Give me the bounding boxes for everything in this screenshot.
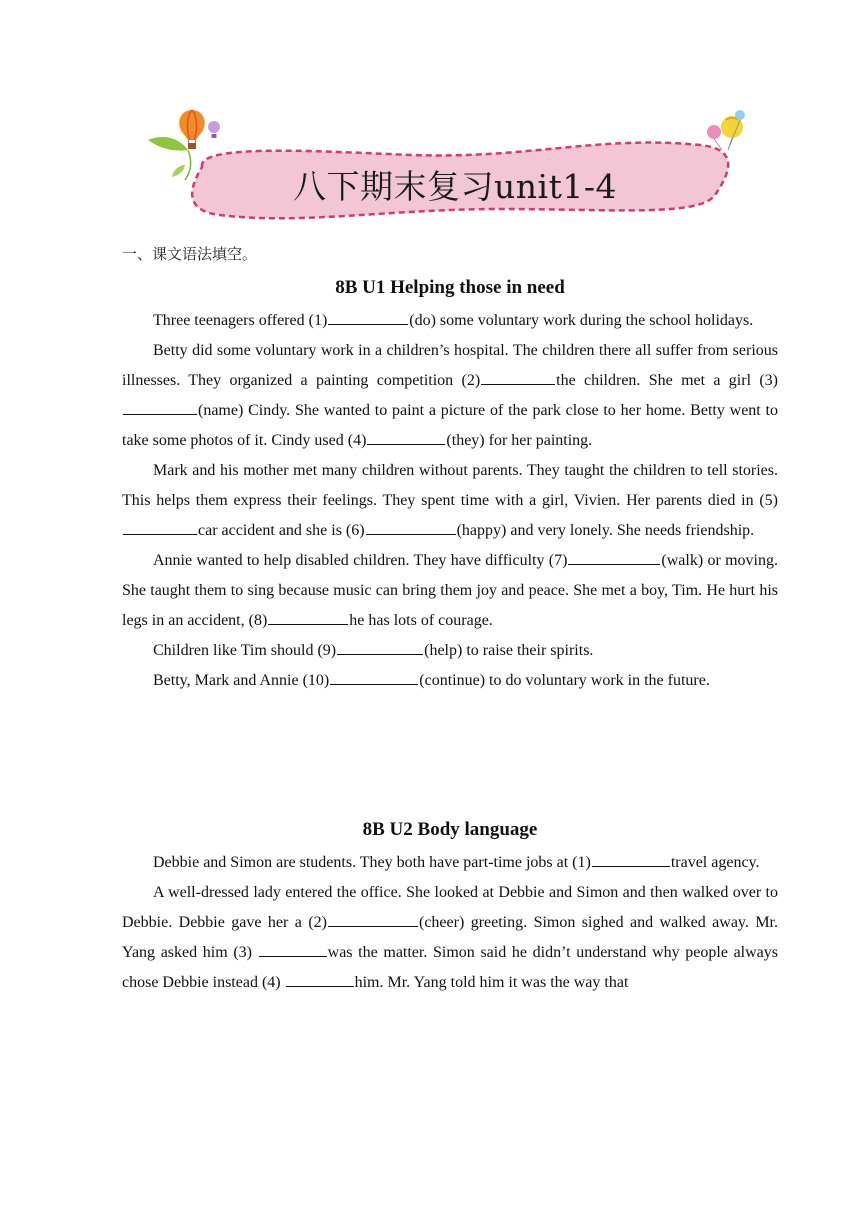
passage-text: Mark and his mother met many children without parents. They taught the children to tell stories. This helps them express their feelings. They spent time with a girl, Vivien. Her parents died in (5) <box>122 462 778 509</box>
passage-text: Betty, Mark and Annie (10) <box>153 672 330 689</box>
passage-text: (do) some voluntary work during the school holidays. <box>409 312 754 329</box>
small-balloon-icon <box>208 121 220 138</box>
passage-text: him. Mr. Yang told him it was the way that <box>354 974 629 991</box>
passage-text: Debbie and Simon are students. They both have part-time jobs at (1) <box>153 854 591 871</box>
unit1-passage <box>122 306 778 696</box>
balloons-right-icon <box>707 110 745 150</box>
passage-text: he has lots of courage. <box>349 612 493 629</box>
passage-text: Betty did some voluntary work in a children’s hospital. The children there all suffer from serious illnesses. They organized a painting competition (2) <box>122 342 778 389</box>
passage-text: Children like Tim should (9) <box>153 642 337 659</box>
passage-text: the children. She met a girl (3) <box>556 372 778 389</box>
fill-in-blank[interactable] <box>123 397 197 415</box>
fill-in-blank[interactable] <box>328 909 418 927</box>
passage-text: (walk) or moving. She taught them to sing because music can bring them joy and peace. She met a boy, Tim. He hurt his legs in an accident, (8) <box>122 552 778 629</box>
unit2-passage <box>122 848 778 998</box>
fill-in-blank[interactable] <box>286 969 354 987</box>
unit2-heading: 8B U2 Body language <box>362 819 538 840</box>
passage-paragraph <box>122 636 778 666</box>
passage-text: Three teenagers offered (1) <box>153 312 328 329</box>
fill-in-blank[interactable] <box>337 637 423 655</box>
passage-text: (name) Cindy. She wanted to paint a picture of the park close to her home. Betty went to take some photos of it. Cindy used (4) <box>122 402 778 449</box>
hot-air-balloon-icon <box>179 110 205 149</box>
passage-text: (continue) to do voluntary work in the future. <box>419 672 710 689</box>
passage-text: A well-dressed lady entered the office. She looked at Debbie and Simon and then walked over to Debbie. Debbie gave her a (2) <box>122 884 778 931</box>
passage-paragraph <box>122 848 778 878</box>
fill-in-blank[interactable] <box>366 517 456 535</box>
passage-paragraph <box>122 666 778 696</box>
passage-text: Annie wanted to help disabled children. They have difficulty (7) <box>153 552 568 569</box>
passage-paragraph <box>122 878 778 998</box>
fill-in-blank[interactable] <box>481 367 555 385</box>
fill-in-blank[interactable] <box>367 427 445 445</box>
passage-text: was the matter. Simon said he didn’t understand why people always chose Debbie instead (4) <box>122 944 779 991</box>
fill-in-blank[interactable] <box>330 667 418 685</box>
fill-in-blank[interactable] <box>259 939 327 957</box>
passage-paragraph <box>122 546 778 636</box>
passage-paragraph <box>122 336 778 456</box>
passage-text: travel agency. <box>670 854 760 871</box>
fill-in-blank[interactable] <box>568 547 660 565</box>
passage-text: car accident and she is (6) <box>198 522 365 539</box>
passage-paragraph <box>122 306 778 336</box>
section-label: 一、课文语法填空。 <box>122 245 258 263</box>
fill-in-blank[interactable] <box>123 517 197 535</box>
leaf-decoration-icon <box>148 137 191 180</box>
passage-text: (cheer) greeting. Simon sighed and walked away. Mr. Yang asked him (3) <box>122 914 779 961</box>
unit1-heading: 8B U1 Helping those in need <box>335 277 565 298</box>
passage-text: (help) to raise their spirits. <box>424 642 594 659</box>
fill-in-blank[interactable] <box>328 307 408 325</box>
passage-paragraph <box>122 456 778 546</box>
page-title: 八下期末复习unit1-4 <box>293 166 617 206</box>
fill-in-blank[interactable] <box>592 849 670 867</box>
fill-in-blank[interactable] <box>268 607 348 625</box>
passage-text: (happy) and very lonely. She needs friendship. <box>456 522 755 539</box>
passage-text: (they) for her painting. <box>446 432 593 449</box>
